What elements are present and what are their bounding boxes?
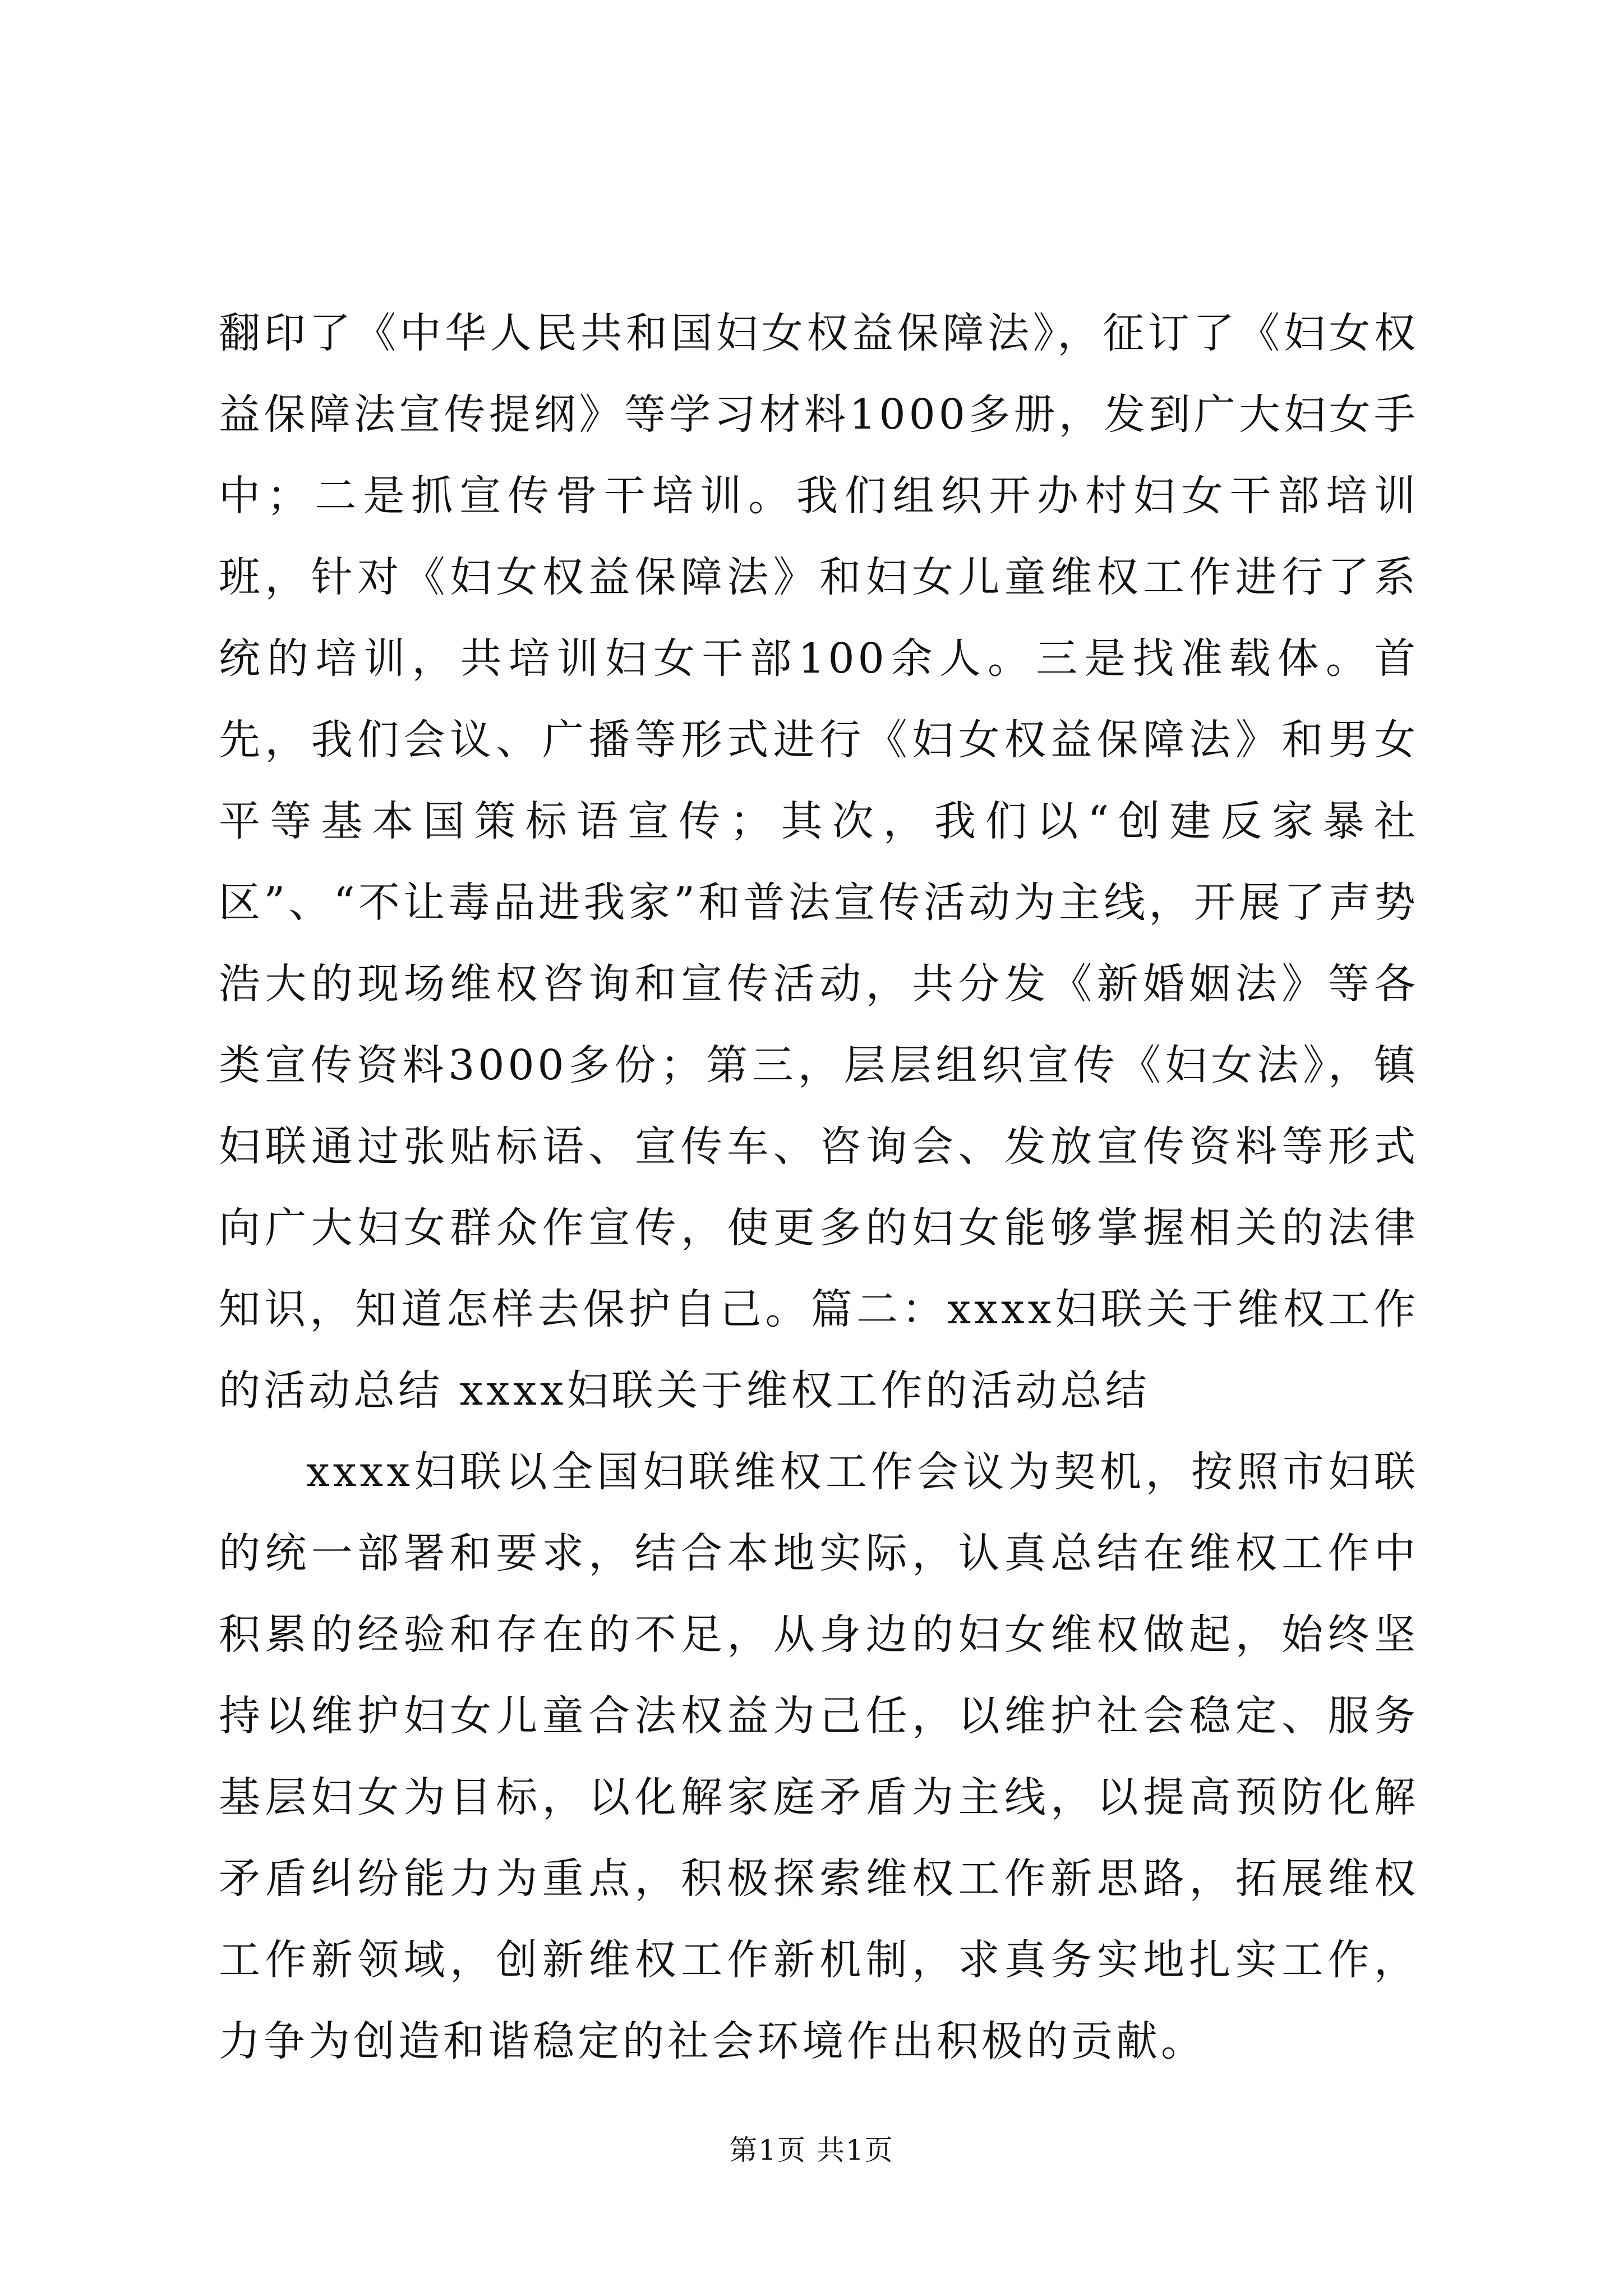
paragraph-2: xxxx妇联以全国妇联维权工作会议为契机，按照市妇联的统一部署和要求，结合本地实际，认真总结在维权工作中积累的经验和存在的不足，从身边的妇女维权做起，始终坚持以维护妇女儿童合法权益为己任，以维护社会稳定、服务基层妇女为目标，以化解家庭矛盾为主线，以提高预防化解矛盾纠纷能力为重点，积极探索维权工作新思路，拓展维权工作新领域，创新维权工作新机制，求真务实地扎实工作，力争为创造和谐稳定的社会环境作出积极的贡献。 (219, 1448, 1419, 2065)
paragraph-1: 翻印了《中华人民共和国妇女权益保障法》，征订了《妇女权益保障法宣传提纲》等学习材料1000多册，发到广大妇女手中；二是抓宣传骨干培训。我们组织开办村妇女干部培训班，针对《妇女权益保障法》和妇女儿童维权工作进行了系统的培训，共培训妇女干部100余人。三是找准载体。首先，我们会议、广播等形式进行《妇女权益保障法》和男女平等基本国策标语宣传；其次，我们以“创建反家暴社区”、“不让毒品进我家”和普法宣传活动为主线，开展了声势浩大的现场维权咨询和宣传活动，共分发《新婚姻法》等各类宣传资料3000多份；第三，层层组织宣传《妇女法》，镇妇联通过张贴标语、宣传车、咨询会、发放宣传资料等形式向广大妇女群众作宣传，使更多的妇女能够掌握相关的法律知识，知道怎样去保护自己。篇二：xxxx妇联关于维权工作的活动总结 xxxx妇联关于维权工作的活动总结 (219, 309, 1419, 1415)
document-body (219, 293, 1419, 2082)
page-footer: 第1页 共1页 (729, 2134, 894, 2166)
